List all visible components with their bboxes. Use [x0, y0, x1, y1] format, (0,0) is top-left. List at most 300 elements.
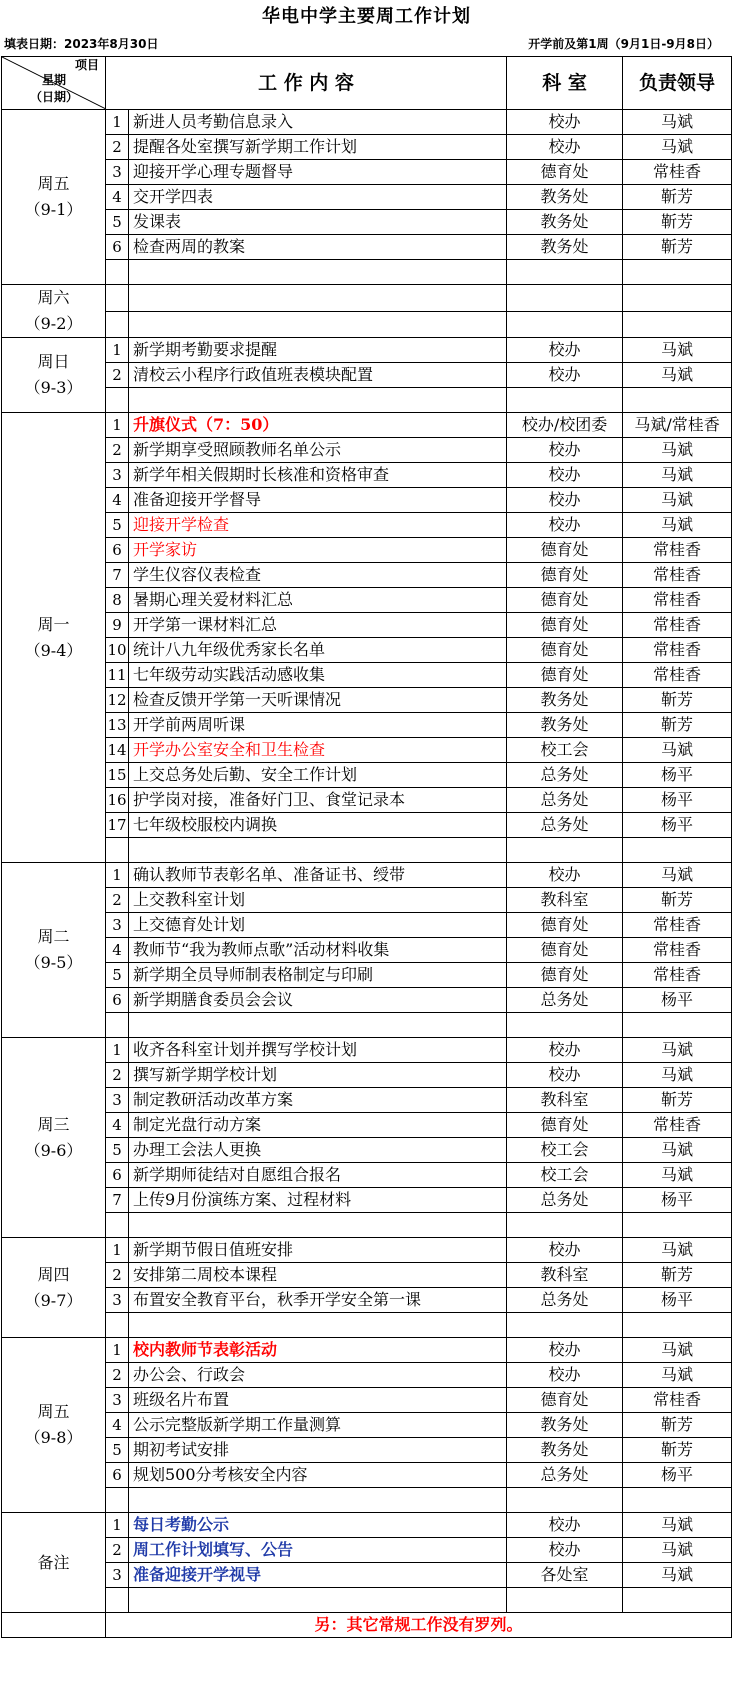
table-row [2, 135, 732, 160]
task-leader: 马斌 [623, 1163, 732, 1188]
task-number: 2 [106, 1063, 129, 1088]
task-leader: 常桂香 [623, 963, 732, 988]
task-dept: 校办 [507, 1538, 623, 1563]
task-dept: 总务处 [507, 1463, 623, 1488]
task-dept: 德育处 [507, 913, 623, 938]
task-dept: 德育处 [507, 563, 623, 588]
task-dept: 教务处 [507, 1438, 623, 1463]
day-label: 周五 [37, 1402, 70, 1421]
fill-date: 填表日期：2023年8月30日 [4, 36, 159, 51]
task-number [106, 838, 129, 863]
task-leader: 常桂香 [623, 638, 732, 663]
task-number: 2 [106, 1363, 129, 1388]
day-label: 周一 [37, 614, 70, 634]
task-text [129, 388, 507, 413]
task-text: 办公会、行政会 [129, 1363, 507, 1388]
task-number: 1 [106, 110, 129, 135]
task-number: 14 [106, 738, 129, 763]
day-cell [2, 1513, 106, 1613]
blank-row [2, 838, 732, 863]
task-text: 周工作计划填写、公告 [129, 1538, 507, 1563]
table-row [2, 1088, 732, 1113]
table-row [2, 235, 732, 260]
task-dept: 校办 [507, 135, 623, 160]
day-date: （9-3） [24, 378, 83, 397]
task-number: 3 [106, 1088, 129, 1113]
task-dept: 总务处 [507, 788, 623, 813]
task-leader: 马斌 [623, 863, 732, 888]
task-dept: 教科室 [507, 1263, 623, 1288]
task-dept: 德育处 [507, 663, 623, 688]
task-leader: 常桂香 [623, 663, 732, 688]
task-number: 16 [106, 788, 129, 813]
task-dept: 总务处 [507, 813, 623, 838]
task-text: 确认教师节表彰名单、准备证书、绶带 [129, 863, 507, 888]
task-leader: 常桂香 [623, 613, 732, 638]
table-row [2, 413, 732, 438]
task-dept: 德育处 [507, 613, 623, 638]
task-dept [507, 1213, 623, 1238]
task-number: 2 [106, 135, 129, 160]
task-number: 4 [106, 488, 129, 513]
task-dept: 教务处 [507, 1413, 623, 1438]
task-text: 班级名片布置 [129, 1388, 507, 1413]
task-number: 3 [106, 1288, 129, 1313]
task-leader [623, 838, 732, 863]
table-row [2, 513, 732, 538]
table-row [2, 1113, 732, 1138]
day-cell [2, 338, 106, 413]
task-text [129, 260, 507, 285]
day-date: （9-6） [24, 1140, 83, 1160]
task-number: 4 [106, 1113, 129, 1138]
task-leader [623, 1488, 732, 1513]
task-dept: 校办 [507, 338, 623, 363]
task-leader: 马斌 [623, 488, 732, 513]
table-row [2, 638, 732, 663]
task-text: 新学期师徒结对自愿组合报名 [129, 1163, 507, 1188]
table-row [2, 185, 732, 210]
task-number [106, 1013, 129, 1038]
day-label: 周六 [37, 288, 70, 307]
table-row [2, 488, 732, 513]
corner-date-label: （日期） [30, 90, 79, 104]
task-number: 2 [106, 1538, 129, 1563]
task-leader: 马斌 [623, 363, 732, 388]
blank-row [2, 311, 732, 338]
task-leader: 靳芳 [623, 888, 732, 913]
task-dept: 教务处 [507, 713, 623, 738]
task-text: 开学第一课材料汇总 [129, 613, 507, 638]
table-row [2, 363, 732, 388]
task-number [106, 1588, 129, 1613]
table-row [2, 1263, 732, 1288]
table-row [2, 963, 732, 988]
task-leader: 马斌 [623, 110, 732, 135]
task-leader: 马斌 [623, 1063, 732, 1088]
task-number: 7 [106, 1188, 129, 1213]
task-number: 6 [106, 235, 129, 260]
table-row [2, 1188, 732, 1213]
task-text: 每日考勤公示 [129, 1513, 507, 1538]
task-text: 学生仪容仪表检查 [129, 563, 507, 588]
blank-row [2, 388, 732, 413]
task-text: 规划500分考核安全内容 [129, 1463, 507, 1488]
task-number: 2 [106, 1263, 129, 1288]
task-text: 期初考试安排 [129, 1438, 507, 1463]
table-row [2, 788, 732, 813]
task-text [129, 1013, 507, 1038]
task-dept [507, 388, 623, 413]
table-row [2, 1238, 732, 1263]
task-text: 上传9月份演练方案、过程材料 [129, 1188, 507, 1213]
task-dept: 教科室 [507, 1088, 623, 1113]
task-dept: 校办 [507, 513, 623, 538]
task-dept: 校工会 [507, 1163, 623, 1188]
task-text: 开学前两周听课 [129, 713, 507, 738]
task-number: 5 [106, 963, 129, 988]
task-number: 2 [106, 888, 129, 913]
task-leader: 马斌/常桂香 [623, 413, 732, 438]
task-leader: 靳芳 [623, 185, 732, 210]
task-leader: 马斌 [623, 438, 732, 463]
task-dept: 德育处 [507, 160, 623, 185]
task-text [129, 1213, 507, 1238]
task-leader: 马斌 [623, 1338, 732, 1363]
table-header-row [2, 57, 732, 110]
task-dept: 校办 [507, 1038, 623, 1063]
task-dept: 德育处 [507, 938, 623, 963]
task-number: 6 [106, 1463, 129, 1488]
task-dept: 校办 [507, 1238, 623, 1263]
task-dept: 校办 [507, 463, 623, 488]
task-leader: 靳芳 [623, 688, 732, 713]
task-dept: 校办 [507, 438, 623, 463]
task-leader: 马斌 [623, 1538, 732, 1563]
day-cell [2, 1038, 106, 1238]
task-dept: 校办 [507, 1063, 623, 1088]
table-row [2, 1338, 732, 1363]
task-leader: 马斌 [623, 463, 732, 488]
task-text: 检查两周的教案 [129, 235, 507, 260]
task-leader: 常桂香 [623, 913, 732, 938]
task-number: 13 [106, 713, 129, 738]
week-label: 开学前及第1周（9月1日-9月8日） [528, 36, 719, 51]
task-dept: 校工会 [507, 1138, 623, 1163]
task-text: 布置安全教育平台，秋季开学安全第一课 [129, 1288, 507, 1313]
corner-item-label: 项目 [74, 58, 99, 72]
task-text: 发课表 [129, 210, 507, 235]
day-label: 周三 [37, 1114, 70, 1134]
table-row [2, 338, 732, 363]
task-number: 4 [106, 1413, 129, 1438]
table-row [2, 1138, 732, 1163]
task-dept: 总务处 [507, 988, 623, 1013]
task-leader: 杨平 [623, 1188, 732, 1213]
table-row [2, 588, 732, 613]
task-leader: 常桂香 [623, 588, 732, 613]
task-leader: 杨平 [623, 813, 732, 838]
blank-row [2, 1313, 732, 1338]
task-number: 6 [106, 538, 129, 563]
day-cell [2, 413, 106, 863]
task-text: 上交教科室计划 [129, 888, 507, 913]
table-row [2, 438, 732, 463]
table-row [2, 1463, 732, 1488]
task-dept [507, 838, 623, 863]
task-dept: 德育处 [507, 1113, 623, 1138]
task-dept: 德育处 [507, 538, 623, 563]
task-leader: 常桂香 [623, 538, 732, 563]
table-row [2, 1513, 732, 1538]
task-leader: 常桂香 [623, 1388, 732, 1413]
task-number: 5 [106, 513, 129, 538]
header-content: 工 作 内 容 [106, 57, 507, 110]
task-leader: 马斌 [623, 738, 732, 763]
task-leader [623, 388, 732, 413]
task-number: 12 [106, 688, 129, 713]
task-number: 17 [106, 813, 129, 838]
day-date: （9-5） [24, 953, 83, 972]
task-leader [623, 1588, 732, 1613]
task-text: 撰写新学期学校计划 [129, 1063, 507, 1088]
plan-table [1, 56, 732, 1638]
task-text: 迎接开学检查 [129, 513, 507, 538]
task-leader [623, 285, 732, 312]
table-row [2, 713, 732, 738]
table-row [2, 813, 732, 838]
day-date: （9-1） [24, 200, 83, 219]
task-text: 新学期节假日值班安排 [129, 1238, 507, 1263]
task-text: 开学家访 [129, 538, 507, 563]
page-title: 华电中学主要周工作计划 [262, 6, 471, 27]
task-text: 清校云小程序行政值班表模块配置 [129, 363, 507, 388]
table-row [2, 210, 732, 235]
task-leader: 靳芳 [623, 1413, 732, 1438]
task-number: 6 [106, 988, 129, 1013]
table-row [2, 1038, 732, 1063]
task-text [129, 1488, 507, 1513]
task-text: 收齐各科室计划并撰写学校计划 [129, 1038, 507, 1063]
task-number: 6 [106, 1163, 129, 1188]
table-row [2, 688, 732, 713]
blank-row [2, 1588, 732, 1613]
day-cell [2, 863, 106, 1038]
task-leader: 杨平 [623, 763, 732, 788]
table-row [2, 160, 732, 185]
task-dept: 德育处 [507, 638, 623, 663]
task-text: 开学办公室安全和卫生检查 [129, 738, 507, 763]
day-label: 周二 [37, 927, 70, 946]
task-dept [507, 285, 623, 312]
task-number: 1 [106, 1038, 129, 1063]
task-dept [507, 1313, 623, 1338]
task-number: 5 [106, 210, 129, 235]
table-row [2, 1538, 732, 1563]
task-dept: 教务处 [507, 210, 623, 235]
task-text: 统计八九年级优秀家长名单 [129, 638, 507, 663]
task-leader [623, 1013, 732, 1038]
task-text: 暑期心理关爱材料汇总 [129, 588, 507, 613]
table-row [2, 663, 732, 688]
task-leader: 杨平 [623, 788, 732, 813]
task-number: 1 [106, 1238, 129, 1263]
task-leader: 常桂香 [623, 1113, 732, 1138]
footer-blank [2, 1613, 106, 1638]
blank-row [2, 1213, 732, 1238]
task-text: 新学期享受照顾教师名单公示 [129, 438, 507, 463]
table-row [2, 110, 732, 135]
day-cell [2, 110, 106, 285]
task-dept: 校工会 [507, 738, 623, 763]
task-number: 4 [106, 938, 129, 963]
task-number: 1 [106, 338, 129, 363]
task-text: 准备迎接开学督导 [129, 488, 507, 513]
day-cell [2, 285, 106, 338]
task-text: 检查反馈开学第一天听课情况 [129, 688, 507, 713]
table-row [2, 1438, 732, 1463]
footer-note: 另：其它常规工作没有罗列。 [106, 1613, 732, 1638]
day-date: （9-7） [24, 1290, 83, 1310]
header-corner-cell [2, 57, 106, 110]
task-number: 15 [106, 763, 129, 788]
task-number [106, 388, 129, 413]
day-date: （9-8） [24, 1428, 83, 1447]
task-number: 3 [106, 160, 129, 185]
task-leader: 靳芳 [623, 713, 732, 738]
day-date: （9-4） [24, 640, 83, 660]
task-text: 上交德育处计划 [129, 913, 507, 938]
day-label: 周四 [37, 1264, 70, 1284]
table-row [2, 613, 732, 638]
task-text: 新学期全员导师制表格制定与印刷 [129, 963, 507, 988]
task-dept: 总务处 [507, 763, 623, 788]
task-dept: 校办 [507, 1513, 623, 1538]
task-text [129, 1588, 507, 1613]
task-leader: 靳芳 [623, 1263, 732, 1288]
task-dept: 德育处 [507, 963, 623, 988]
task-dept [507, 1588, 623, 1613]
task-number: 9 [106, 613, 129, 638]
task-number: 1 [106, 863, 129, 888]
task-leader [623, 260, 732, 285]
task-number: 10 [106, 638, 129, 663]
task-text: 制定光盘行动方案 [129, 1113, 507, 1138]
task-dept [507, 1013, 623, 1038]
task-number [106, 1213, 129, 1238]
task-text: 升旗仪式（7：50） [129, 413, 507, 438]
blank-row [2, 260, 732, 285]
header-leader: 负责领导 [623, 57, 732, 110]
corner-week-label: 星期 [42, 73, 67, 87]
task-leader: 杨平 [623, 988, 732, 1013]
task-dept: 校办 [507, 863, 623, 888]
task-leader: 马斌 [623, 1238, 732, 1263]
day-label: 周五 [37, 174, 70, 193]
task-leader: 杨平 [623, 1288, 732, 1313]
task-dept: 校办 [507, 1363, 623, 1388]
task-text: 准备迎接开学视导 [129, 1563, 507, 1588]
task-number [106, 260, 129, 285]
task-leader: 常桂香 [623, 563, 732, 588]
task-leader: 靳芳 [623, 235, 732, 260]
task-dept: 教务处 [507, 688, 623, 713]
task-dept [507, 1488, 623, 1513]
table-row [2, 988, 732, 1013]
task-leader: 常桂香 [623, 938, 732, 963]
table-row [2, 1388, 732, 1413]
day-label: 周日 [37, 352, 70, 371]
task-number: 8 [106, 588, 129, 613]
task-dept: 校办 [507, 363, 623, 388]
task-dept: 总务处 [507, 1288, 623, 1313]
task-text: 安排第二周校本课程 [129, 1263, 507, 1288]
table-row [2, 913, 732, 938]
task-text: 七年级校服校内调换 [129, 813, 507, 838]
task-leader: 杨平 [623, 1463, 732, 1488]
table-row [2, 938, 732, 963]
task-dept: 校办 [507, 110, 623, 135]
header-dept: 科 室 [507, 57, 623, 110]
task-text: 校内教师节表彰活动 [129, 1338, 507, 1363]
task-text: 制定教研活动改革方案 [129, 1088, 507, 1113]
task-number [106, 285, 129, 312]
table-row [2, 563, 732, 588]
task-number: 5 [106, 1438, 129, 1463]
task-dept: 各处室 [507, 1563, 623, 1588]
task-number: 5 [106, 1138, 129, 1163]
task-leader: 马斌 [623, 1563, 732, 1588]
task-leader: 靳芳 [623, 1438, 732, 1463]
table-row [2, 538, 732, 563]
footer-row [2, 1613, 732, 1638]
task-number [106, 311, 129, 338]
task-leader: 马斌 [623, 1138, 732, 1163]
task-text: 新学年相关假期时长核准和资格审查 [129, 463, 507, 488]
task-text: 上交总务处后勤、安全工作计划 [129, 763, 507, 788]
task-text: 提醒各处室撰写新学期工作计划 [129, 135, 507, 160]
task-number: 3 [106, 1563, 129, 1588]
task-leader: 马斌 [623, 135, 732, 160]
day-cell [2, 1338, 106, 1513]
task-leader [623, 1313, 732, 1338]
task-number: 2 [106, 438, 129, 463]
task-dept: 教科室 [507, 888, 623, 913]
blank-row [2, 1488, 732, 1513]
task-dept: 校办 [507, 1338, 623, 1363]
task-leader [623, 1213, 732, 1238]
task-number: 1 [106, 413, 129, 438]
task-leader: 马斌 [623, 1513, 732, 1538]
task-leader [623, 311, 732, 338]
task-dept [507, 260, 623, 285]
task-number: 3 [106, 1388, 129, 1413]
table-row [2, 1288, 732, 1313]
task-dept: 教务处 [507, 185, 623, 210]
task-number [106, 1313, 129, 1338]
task-text: 七年级劳动实践活动感收集 [129, 663, 507, 688]
table-row [2, 888, 732, 913]
task-text: 新学期膳食委员会会议 [129, 988, 507, 1013]
table-row [2, 763, 732, 788]
task-dept [507, 311, 623, 338]
task-leader: 马斌 [623, 338, 732, 363]
table-row [2, 1563, 732, 1588]
task-text: 护学岗对接，准备好门卫、食堂记录本 [129, 788, 507, 813]
task-number: 1 [106, 1338, 129, 1363]
day-label: 备注 [37, 1552, 70, 1572]
table-row [2, 738, 732, 763]
